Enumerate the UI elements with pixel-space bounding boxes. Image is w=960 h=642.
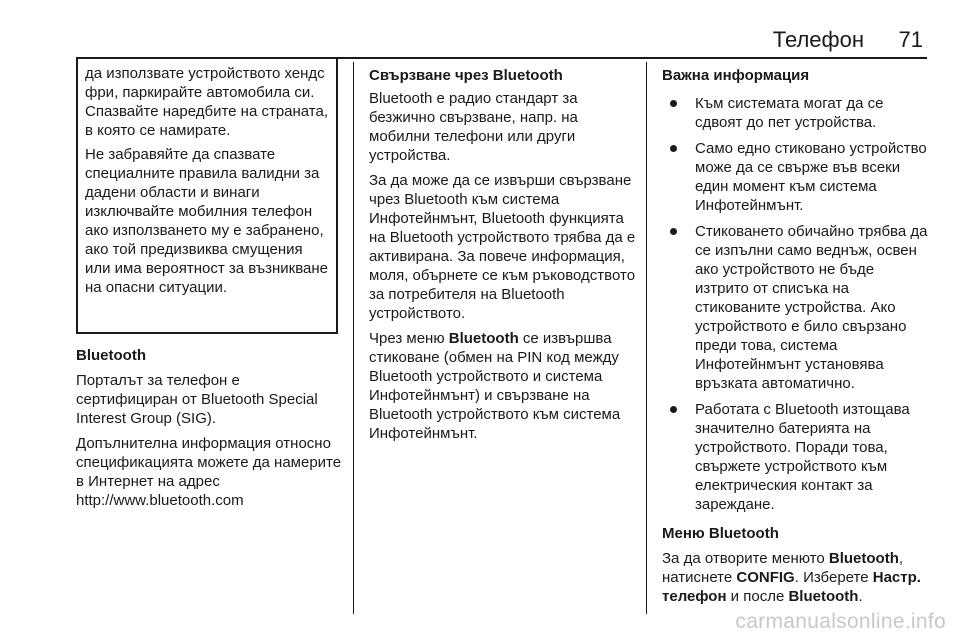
text-run: Чрез меню [369, 330, 449, 347]
list-item [662, 139, 932, 215]
bullet-icon [670, 228, 677, 235]
list-item [662, 400, 932, 514]
text-run: се извършва стиковане (обмен на PIN код между Bluetooth устройството и система Инфотейнмънт) и свързване на Bluetooth устройството към система Инфотейнмънт. [369, 330, 621, 442]
safety-notice-box [76, 58, 338, 334]
text-run: . [858, 588, 863, 605]
connection-paragraph-3 [369, 329, 637, 443]
page-number: 71 [898, 27, 923, 52]
list-item-text: Към системата могат да се сдвоят до пет устройства. [695, 95, 884, 131]
column-divider-2 [646, 62, 647, 614]
bluetooth-section [76, 346, 344, 516]
section-title: Телефон [772, 27, 864, 52]
column-divider-1 [353, 62, 354, 614]
bluetooth-heading: Bluetooth [76, 347, 146, 364]
important-info-section [662, 66, 932, 606]
watermark: carmanualsonline.info [735, 610, 946, 633]
bluetooth-menu-paragraph [662, 549, 932, 606]
bluetooth-paragraph-1: Порталът за телефон е сертифициран от Bluetooth Special Interest Group (SIG). [76, 372, 318, 427]
bluetooth-menu-heading: Меню Bluetooth [662, 525, 779, 542]
list-item [662, 94, 932, 132]
text-run: и после [726, 588, 789, 605]
bullet-icon [670, 100, 677, 107]
bluetooth-connection-section [369, 66, 637, 449]
important-info-heading: Важна информация [662, 67, 810, 84]
connection-heading: Свързване чрез Bluetooth [369, 67, 563, 84]
notice-paragraph-1: да използвате устройството хендс фри, паркирайте автомобила си. Спазвайте наредбите на страната, в която се намирате. [85, 65, 329, 139]
menu-name-bluetooth: Bluetooth [788, 588, 859, 605]
important-info-list [662, 94, 932, 514]
text-run: . Изберете [794, 569, 873, 586]
menu-name-bluetooth: Bluetooth [448, 330, 519, 347]
bullet-icon [670, 145, 677, 152]
bullet-icon [670, 406, 677, 413]
button-name-config: CONFIG [736, 569, 795, 586]
list-item-text: Стиковането обичайно трябва да се изпълни само веднъж, освен ако устройството не бъде изтрито от списъка на стикованите устройства. Ако устройството е било свързано преди това, система Инфотейнмънт установява връзката автоматично. [695, 223, 928, 392]
text-run: , натиснете [662, 550, 904, 586]
bluetooth-paragraph-2: Допълнителна информация относно спецификацията можете да намерите в Интернет на адрес http://www.bluetooth.com [76, 435, 342, 509]
notice-paragraph-2: Не забравяйте да спазвате специалните правила валидни за дадени области и винаги изключвайте мобилния телефон ако използването му е забранено, ако той предизвиква смущения или има вероятност за възникване на опасни ситуации. [85, 146, 328, 296]
list-item-text: Работата с Bluetooth изтощава значително батерията на устройството. Поради това, свържете устройството към електрическия контакт за зареждане. [695, 401, 910, 513]
list-item-text: Само едно стиковано устройство може да се свърже във всеки един момент към система Инфотейнмънт. [695, 140, 927, 214]
connection-paragraph-1: Bluetooth е радио стандарт за безжично свързване, напр. на мобилни телефони или други устройства. [369, 90, 578, 164]
connection-paragraph-2: За да може да се извърши свързване чрез Bluetooth към система Инфотейнмънт, Bluetooth функцията на Bluetooth устройството трябва да е активирана. За повече информация, моля, обърнете се към ръководството за потребителя на Bluetooth устройството. [369, 172, 636, 322]
text-run: За да отворите менюто [662, 550, 829, 567]
page-header [0, 0, 960, 62]
menu-name-phone-settings: Настр. телефон [662, 569, 921, 605]
menu-name-bluetooth: Bluetooth [828, 550, 899, 567]
list-item [662, 222, 932, 393]
